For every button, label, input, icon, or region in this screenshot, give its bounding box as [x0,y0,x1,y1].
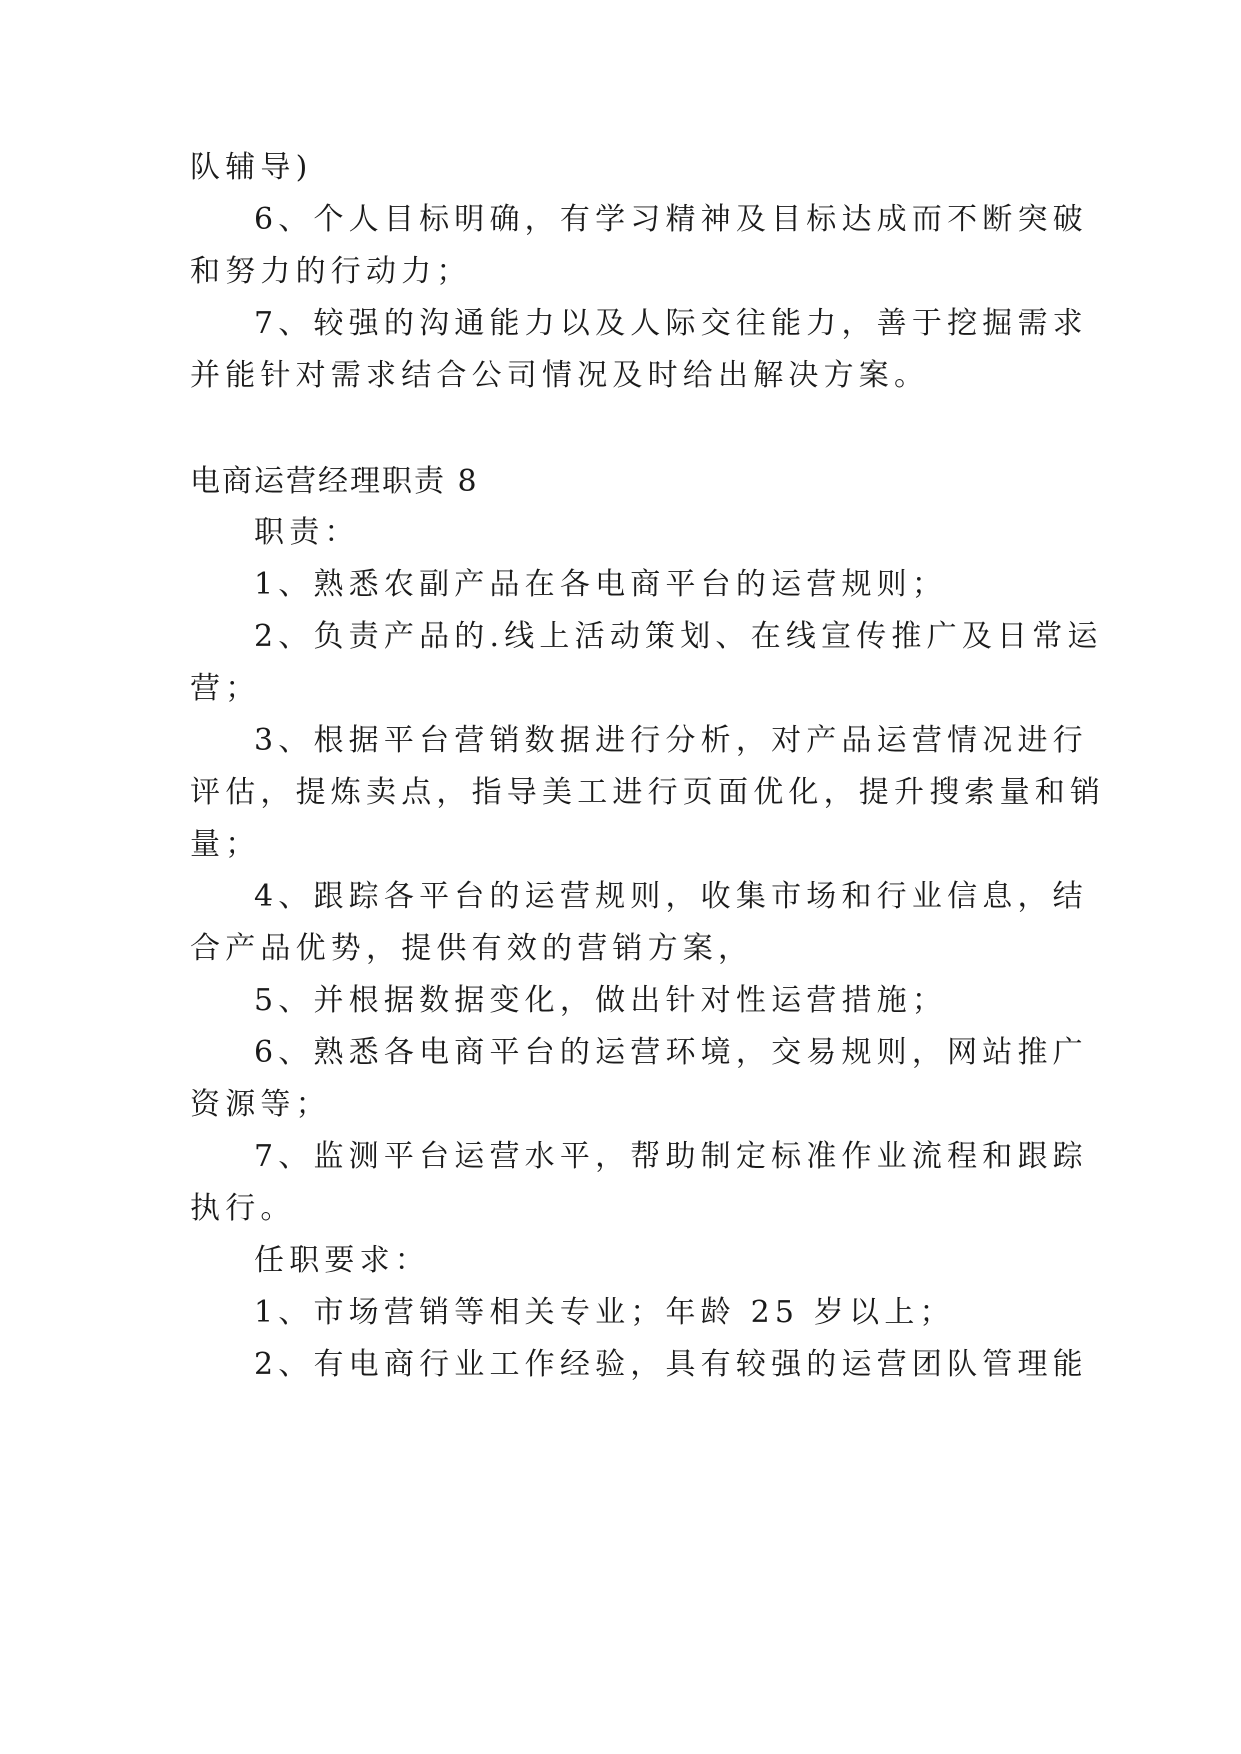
section-heading: 电商运营经理职责 8 [190,464,479,499]
text-line: 1、熟悉农副产品在各电商平台的运营规则； [254,567,948,602]
text-line: 量； [190,827,261,862]
text-line: 7、监测平台运营水平，帮助制定标准作业流程和跟踪 [254,1139,1088,1174]
text-line: 2、负责产品的.线上活动策划、在线宣传推广及日常运 [254,619,1103,654]
text-line: 资源等； [190,1087,331,1122]
text-line: 4、跟踪各平台的运营规则，收集市场和行业信息，结 [254,879,1088,914]
text-line: 2、有电商行业工作经验，具有较强的运营团队管理能 [254,1347,1088,1382]
text-line: 执行。 [190,1191,296,1226]
text-line: 和努力的行动力； [190,254,472,289]
text-line: 任职要求： [254,1243,430,1278]
text-line: 合产品优势，提供有效的营销方案， [190,931,754,966]
text-line: 并能针对需求结合公司情况及时给出解决方案。 [190,358,930,393]
text-line: 6、个人目标明确，有学习精神及目标达成而不断突破 [254,202,1088,237]
text-line: 5、并根据数据变化，做出针对性运营措施； [254,983,948,1018]
text-line: 1、市场营销等相关专业；年龄 25 岁以上； [254,1295,955,1330]
text-line: 6、熟悉各电商平台的运营环境，交易规则，网站推广 [254,1035,1088,1070]
text-line: 队辅导) [190,150,313,185]
text-line: 3、根据平台营销数据进行分析，对产品运营情况进行 [254,723,1088,758]
text-line: 营； [190,671,261,706]
text-line: 职责： [254,515,360,550]
text-line: 评估，提炼卖点，指导美工进行页面优化，提升搜索量和销 [190,775,1106,810]
text-line: 7、较强的沟通能力以及人际交往能力，善于挖掘需求 [254,306,1088,341]
